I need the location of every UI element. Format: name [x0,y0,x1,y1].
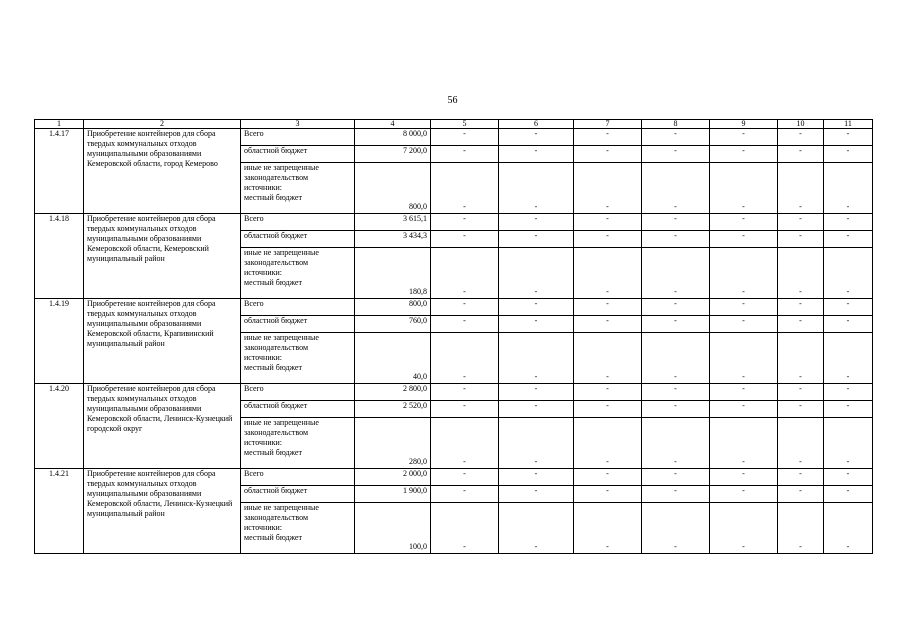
source-label-total: Всего [241,214,355,231]
dash-cell: - [824,129,873,146]
dash-cell: - [642,503,710,554]
dash-cell: - [431,248,499,299]
value-local: 800,0 [355,163,431,214]
dash-cell: - [824,401,873,418]
dash-cell: - [499,418,574,469]
item-name: Приобретение контейнеров для сбора твердых коммунальных отходов муниципальными образованиями Кемеровской области, Ленинск-Кузнецкий городской округ [84,384,241,469]
dash-cell: - [642,129,710,146]
column-header: 9 [710,120,778,129]
column-header: 8 [642,120,710,129]
page-number: 56 [447,95,458,106]
source-label-regional: областной бюджет [241,146,355,163]
source-lines [244,248,351,288]
source-label-other [241,248,355,299]
table-row [35,384,873,401]
dash-cell: - [778,384,824,401]
dash-cell: - [710,231,778,248]
dash-cell: - [642,248,710,299]
dash-cell: - [778,316,824,333]
column-header: 1 [35,120,84,129]
source-label-total: Всего [241,384,355,401]
budget-table [34,119,873,554]
dash-cell: - [824,214,873,231]
value-regional: 760,0 [355,316,431,333]
source-label-other [241,163,355,214]
column-header: 3 [241,120,355,129]
column-header: 2 [84,120,241,129]
dash-cell: - [824,299,873,316]
column-header: 10 [778,120,824,129]
dash-cell: - [824,418,873,469]
dash-cell: - [824,146,873,163]
dash-cell: - [710,299,778,316]
dash-cell: - [824,469,873,486]
dash-cell: - [642,418,710,469]
dash-cell: - [574,214,642,231]
dash-cell: - [642,214,710,231]
dash-cell: - [574,384,642,401]
dash-cell: - [499,248,574,299]
dash-cell: - [642,316,710,333]
source-lines [244,503,351,543]
value-local: 280,0 [355,418,431,469]
source-line: законодательством [244,428,309,437]
value-regional: 7 200,0 [355,146,431,163]
value-regional: 2 520,0 [355,401,431,418]
table-row [35,214,873,231]
dash-cell: - [710,129,778,146]
dash-cell: - [642,163,710,214]
dash-cell: - [824,248,873,299]
item-name: Приобретение контейнеров для сбора твердых коммунальных отходов муниципальными образованиями Кемеровской области, Кемеровский муниципальный район [84,214,241,299]
table-row [35,299,873,316]
dash-cell: - [710,384,778,401]
dash-cell: - [574,469,642,486]
dash-cell: - [574,486,642,503]
source-label-total: Всего [241,299,355,316]
source-label-total: Всего [241,469,355,486]
dash-cell: - [778,401,824,418]
dash-cell: - [642,469,710,486]
value-total: 2 000,0 [355,469,431,486]
dash-cell: - [431,299,499,316]
dash-cell: - [431,418,499,469]
source-label-other [241,333,355,384]
dash-cell: - [574,401,642,418]
source-line: местный бюджет [244,448,302,457]
value-total: 3 615,1 [355,214,431,231]
item-number: 1.4.20 [35,384,84,469]
source-lines [244,163,351,203]
dash-cell: - [574,316,642,333]
dash-cell: - [431,333,499,384]
dash-cell: - [710,316,778,333]
table-row [35,469,873,486]
source-line: иные не запрещенные [244,418,319,427]
dash-cell: - [778,214,824,231]
dash-cell: - [499,316,574,333]
dash-cell: - [499,401,574,418]
source-label-other [241,418,355,469]
source-line: местный бюджет [244,363,302,372]
source-label-other [241,503,355,554]
dash-cell: - [710,469,778,486]
dash-cell: - [499,333,574,384]
dash-cell: - [778,163,824,214]
source-line: законодательством [244,513,309,522]
dash-cell: - [642,333,710,384]
dash-cell: - [499,129,574,146]
dash-cell: - [574,231,642,248]
dash-cell: - [710,163,778,214]
item-number: 1.4.17 [35,129,84,214]
dash-cell: - [431,163,499,214]
dash-cell: - [824,333,873,384]
dash-cell: - [574,333,642,384]
dash-cell: - [778,248,824,299]
dash-cell: - [778,503,824,554]
dash-cell: - [574,248,642,299]
dash-cell: - [710,503,778,554]
dash-cell: - [778,129,824,146]
dash-cell: - [642,146,710,163]
column-header: 7 [574,120,642,129]
source-line: источники: [244,268,282,277]
dash-cell: - [710,333,778,384]
dash-cell: - [431,129,499,146]
dash-cell: - [710,401,778,418]
dash-cell: - [710,486,778,503]
dash-cell: - [574,163,642,214]
dash-cell: - [431,503,499,554]
source-line: законодательством [244,343,309,352]
item-number: 1.4.21 [35,469,84,554]
dash-cell: - [642,401,710,418]
dash-cell: - [710,146,778,163]
dash-cell: - [710,418,778,469]
column-header: 11 [824,120,873,129]
dash-cell: - [499,214,574,231]
dash-cell: - [431,231,499,248]
dash-cell: - [499,299,574,316]
dash-cell: - [710,214,778,231]
dash-cell: - [499,503,574,554]
dash-cell: - [710,248,778,299]
dash-cell: - [824,384,873,401]
item-name: Приобретение контейнеров для сбора твердых коммунальных отходов муниципальными образованиями Кемеровской области, Крапивинский муниципальный район [84,299,241,384]
value-total: 2 800,0 [355,384,431,401]
source-line: источники: [244,438,282,447]
item-number: 1.4.19 [35,299,84,384]
value-total: 800,0 [355,299,431,316]
source-line: иные не запрещенные [244,248,319,257]
table-row [35,129,873,146]
source-line: местный бюджет [244,278,302,287]
dash-cell: - [574,299,642,316]
item-number: 1.4.18 [35,214,84,299]
column-header: 6 [499,120,574,129]
value-local: 100,0 [355,503,431,554]
source-lines [244,418,351,458]
dash-cell: - [499,469,574,486]
source-line: законодательством [244,258,309,267]
source-line: источники: [244,183,282,192]
dash-cell: - [778,333,824,384]
source-lines [244,333,351,373]
dash-cell: - [431,214,499,231]
value-local: 40,0 [355,333,431,384]
dash-cell: - [778,146,824,163]
source-label-regional: областной бюджет [241,486,355,503]
dash-cell: - [778,299,824,316]
dash-cell: - [824,503,873,554]
source-label-regional: областной бюджет [241,401,355,418]
source-line: иные не запрещенные [244,333,319,342]
dash-cell: - [824,231,873,248]
source-line: иные не запрещенные [244,503,319,512]
value-regional: 3 434,3 [355,231,431,248]
dash-cell: - [431,469,499,486]
dash-cell: - [431,384,499,401]
dash-cell: - [499,384,574,401]
header-row [35,120,873,129]
value-regional: 1 900,0 [355,486,431,503]
dash-cell: - [499,231,574,248]
dash-cell: - [574,146,642,163]
value-total: 8 000,0 [355,129,431,146]
item-name: Приобретение контейнеров для сбора твердых коммунальных отходов муниципальными образованиями Кемеровской области, город Кемерово [84,129,241,214]
column-header: 5 [431,120,499,129]
source-line: иные не запрещенные [244,163,319,172]
dash-cell: - [778,486,824,503]
dash-cell: - [574,418,642,469]
source-label-total: Всего [241,129,355,146]
dash-cell: - [642,231,710,248]
dash-cell: - [499,486,574,503]
dash-cell: - [642,299,710,316]
dash-cell: - [778,469,824,486]
dash-cell: - [778,231,824,248]
dash-cell: - [778,418,824,469]
source-line: источники: [244,353,282,362]
item-name: Приобретение контейнеров для сбора твердых коммунальных отходов муниципальными образованиями Кемеровской области, Ленинск-Кузнецкий муниципальный район [84,469,241,554]
source-line: источники: [244,523,282,532]
dash-cell: - [499,163,574,214]
source-label-regional: областной бюджет [241,316,355,333]
column-header: 4 [355,120,431,129]
dash-cell: - [499,146,574,163]
value-local: 180,8 [355,248,431,299]
dash-cell: - [431,401,499,418]
dash-cell: - [574,129,642,146]
dash-cell: - [431,486,499,503]
dash-cell: - [431,316,499,333]
source-label-regional: областной бюджет [241,231,355,248]
source-line: местный бюджет [244,533,302,542]
dash-cell: - [431,146,499,163]
dash-cell: - [824,486,873,503]
dash-cell: - [824,316,873,333]
source-line: местный бюджет [244,193,302,202]
dash-cell: - [642,486,710,503]
dash-cell: - [824,163,873,214]
dash-cell: - [574,503,642,554]
source-line: законодательством [244,173,309,182]
dash-cell: - [642,384,710,401]
